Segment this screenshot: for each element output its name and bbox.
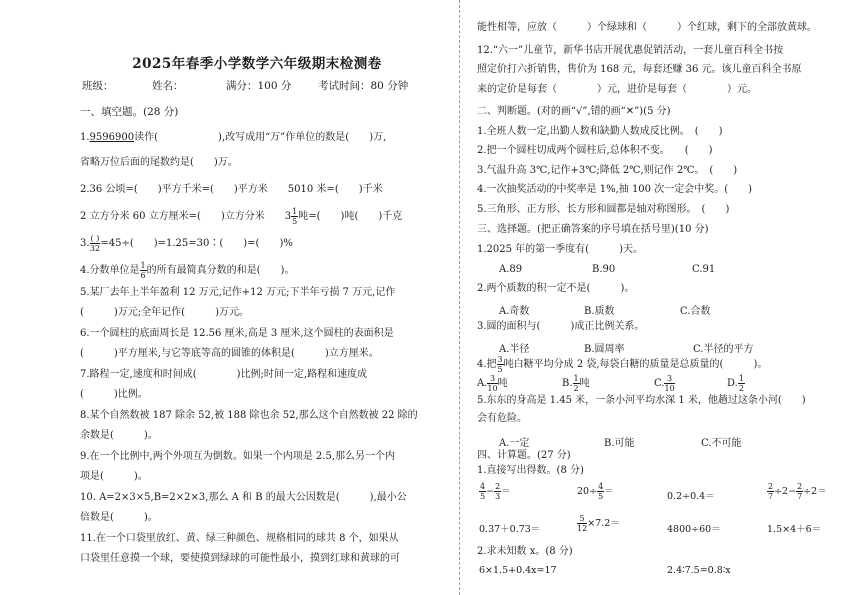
calc-item-7: 4800÷60＝ [667, 524, 721, 535]
name-label: 姓名： [152, 80, 184, 92]
question-10a: 10. A=2×3×5,B=2×2×3,那么 A 和 B 的最大公因数是( ),最小公 [80, 492, 407, 503]
question-12b: 照定价打六折销售，售价为 168 元，每套还赚 36 元。该儿童百科全书原 [477, 64, 802, 75]
calc-item-4: $\frac{2}{7}$ ÷2− $\frac{2}{7}$ ÷2＝ [768, 482, 827, 501]
exam-title: 2025年春季小学数学六年级期末检测卷 [132, 56, 382, 72]
student-info [82, 78, 442, 93]
judge-2: 2.把一个圆柱切成两个圆柱后,总体积不变。 ( ) [477, 145, 713, 156]
section-fill-blank-heading: 一、填空题。(28 分) [80, 106, 179, 118]
choice-2-option-a: A.奇数 [499, 306, 530, 317]
choice-2-option-c: C.合数 [680, 306, 711, 317]
question-5a: 5.某厂去年上半年盈利 12 万元,记作+12 万元;下半年亏损 7 万元,记作 [80, 287, 396, 298]
calc-solve-heading: 2.求未知数 x。(8 分) [477, 546, 573, 557]
choice-3-option-b: B.圆周率 [584, 344, 625, 355]
choice-1-option-a: A.89 [499, 264, 523, 275]
choice-1: 1.2025 年的第一季度有( )天。 [477, 244, 643, 255]
choice-5b: 会有危险。 [477, 413, 527, 424]
section-calc-heading: 四、计算题。(27 分) [477, 450, 571, 461]
exam-time: 考试时间：80 分钟 [318, 80, 409, 92]
question-8a: 8.某个自然数被 187 除余 52,被 188 除也余 52,那么这个自然数被 22 除的 [80, 410, 418, 421]
question-7a: 7.路程一定,速度和时间成( )比例;时间一定,路程和速度成 [80, 369, 368, 380]
choice-4-option-a: A. $\frac{3}{10}$ 吨 [477, 374, 508, 393]
choice-2-option-b: B.质数 [584, 306, 615, 317]
choice-3-option-a: A.半径 [499, 344, 530, 355]
equation-1: 6×1.5+0.4x=17 [479, 565, 557, 576]
question-2b-pre: 2 立方分米 60 立方厘米=( )立方分米 3 [80, 211, 292, 222]
choice-2: 2.两个质数的积一定不是( )。 [477, 283, 635, 294]
question-11b: 口袋里任意摸一个球，要使摸到绿球的可能性最小，摸到红球和黄球的可 [80, 553, 400, 564]
calc-item-6: $\frac{5}{12}$ ×7.2＝ [577, 514, 620, 533]
judge-4: 4.一次抽奖活动的中奖率是 1%,抽 100 次一定会中奖。( ) [477, 184, 753, 195]
fraction: $\frac{( )}{32}$ [89, 234, 101, 253]
choice-1-option-c: C.91 [692, 264, 716, 275]
section-judge-heading: 二、判断题。(对的画“√”,错的画“✕”)(5 分) [477, 106, 671, 117]
calc-item-5: 0.37＋0.73＝ [479, 524, 541, 535]
calc-item-8: 1.5×4＋6＝ [767, 524, 822, 535]
class-label: 班级： [82, 80, 114, 92]
calc-item-1: $\frac{4}{5}$ − $\frac{2}{3}$ ＝ [480, 482, 511, 501]
question-1-number: 9596900 [89, 132, 135, 143]
question-11a: 11.在一个口袋里放红、黄、绿三种颜色、规格相同的球共 8 个，如果从 [80, 533, 399, 544]
question-8b: 余数是( )。 [80, 430, 158, 441]
question-12a: 12.“六一”儿童节，新华书店开展优惠促销活动，一套儿童百科全书按 [477, 45, 784, 56]
choice-4: 4.把 $\frac{3}{5}$ 吨白糖平均分成 2 袋,每袋白糖的质量是总质量的( )。 [477, 355, 768, 374]
question-2a: 2.36 公顷=( )平方千米=( )平方米 5010 米=( )千米 [80, 184, 383, 195]
equation-2: 2.4∶7.5=0.8∶x [667, 565, 731, 576]
column-divider [459, 0, 460, 595]
fraction: $\frac{1}{6}$ [140, 261, 146, 280]
calc-item-3: 0.2÷0.4＝ [667, 491, 715, 502]
choice-5-option-c: C.不可能 [701, 438, 742, 449]
question-4: 4.分数单位是 $\frac{1}{6}$ 的所有最简真分数的和是( )。 [80, 261, 295, 280]
choice-3-option-c: C.半径的平方 [693, 344, 754, 355]
question-10b: 倍数是( )。 [80, 512, 158, 523]
choice-5a: 5.东东的身高是 1.45 米，一条小河平均水深 1 米，他趟过这条小河( ) [477, 395, 806, 406]
calc-direct-heading: 1.直接写出得数。(8 分) [477, 465, 584, 476]
question-9b: 项是( )。 [80, 471, 148, 482]
question-2b-post: 吨=( )吨( )千克 [298, 211, 403, 222]
question-12c: 来的定价是每套（ ）元，进价是每套（ ）元。 [477, 84, 757, 95]
full-score: 满分：100 分 [226, 80, 292, 92]
choice-5-option-a: A.一定 [499, 438, 530, 449]
question-6b: ( )平方厘米,与它等底等高的圆锥的体积是( )立方厘米。 [80, 348, 379, 359]
question-1b: 省略万位后面的尾数约是( )万。 [80, 157, 238, 168]
choice-5-option-b: B.可能 [604, 438, 635, 449]
question-5b: ( )万元;全年记作( )万元。 [80, 307, 249, 318]
judge-5: 5.三角形、正方形、长方形和圆都是轴对称图形。 ( ) [477, 204, 730, 215]
section-choice-heading: 三、选择题。(把正确答案的序号填在括号里)(10 分) [477, 224, 709, 235]
calc-item-2: 20÷ $\frac{4}{5}$ ＝ [577, 482, 614, 501]
question-6a: 6.一个圆柱的底面周长是 12.56 厘米,高是 3 厘米,这个圆柱的表面积是 [80, 328, 394, 339]
question-3: 3. $\frac{( )}{32}$ =45÷( )=1.25=30∶( )=( )% [80, 234, 293, 253]
choice-4-option-c: C. $\frac{3}{10}$ [654, 374, 675, 393]
question-9a: 9.在一个比例中,两个外项互为倒数。如果一个内项是 2.5,那么另一个内 [80, 451, 395, 462]
question-7b: ( )比例。 [80, 389, 148, 400]
fraction: $\frac{3}{5}$ [497, 355, 503, 374]
choice-4-option-b: B. $\frac{1}{2}$ 吨 [562, 374, 590, 393]
question-1a: 1.9596900读作( ),改写成用“万”作单位的数是( )万, [80, 132, 387, 143]
question-11c: 能性相等，应放（ ）个绿球和（ ）个红球，剩下的全部放黄球。 [477, 22, 817, 33]
judge-3: 3.气温升高 3℃,记作+3℃;降低 2℃,则记作 2℃。 ( ) [477, 165, 738, 176]
judge-1: 1.全班人数一定,出勤人数和缺勤人数成反比例。 ( ) [477, 126, 723, 137]
fraction: $\frac{1}{5}$ [292, 207, 298, 226]
choice-4-option-d: D. $\frac{1}{2}$ [727, 374, 744, 393]
question-2b [80, 207, 442, 226]
choice-1-option-b: B.90 [592, 264, 616, 275]
choice-3: 3.圆的面积与( )成正比例关系。 [477, 321, 645, 332]
